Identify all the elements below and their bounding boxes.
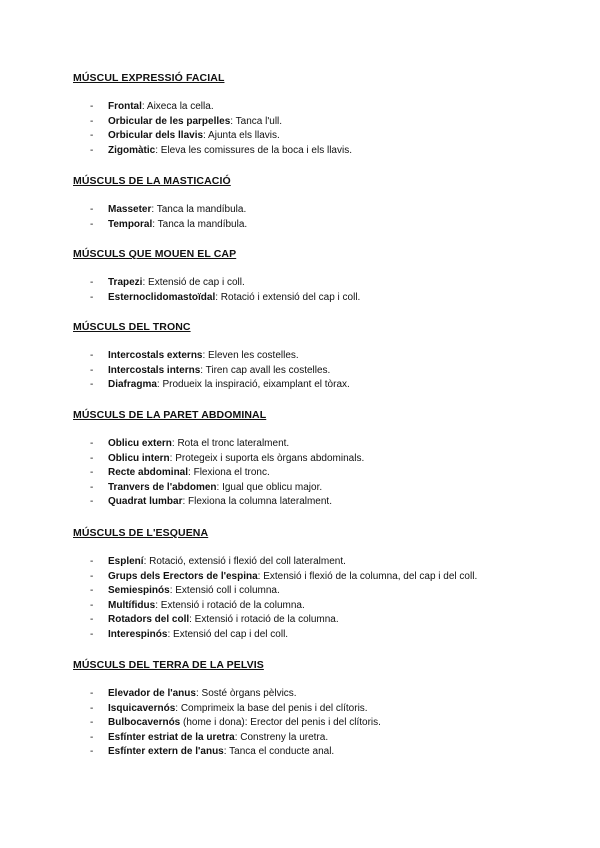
muscle-function: : Tanca la mandíbula. — [151, 204, 247, 215]
list-item: - Tranvers de l'abdomen: Igual que oblicu major. — [90, 481, 323, 493]
muscle-function: : Constreny la uretra. — [234, 731, 329, 743]
muscle-function: : Ajunta els llavis. — [203, 130, 280, 142]
list-item: - Oblicu extern: Rota el tronc lateralment. — [90, 438, 290, 449]
muscle-function: : Tiren cap avall les costelles. — [200, 364, 331, 376]
muscle-function: : Igual que oblicu major. — [216, 481, 323, 493]
list-item: - Esfínter extern de l'anus: Tanca el conducte anal. — [90, 746, 335, 758]
muscle-name: Recte abdominal — [108, 467, 189, 479]
muscle-name: Frontal — [108, 101, 142, 112]
muscle-function: : Extensió coll i columna. — [169, 585, 280, 597]
muscle-name: Oblicu intern — [108, 452, 170, 464]
muscle-function: : Tanca la mandíbula. — [152, 218, 248, 230]
list-item: - Bulbocavernós (home i dona): Erector del penis i del clítoris. — [90, 717, 381, 729]
list-item: - Orbicular de les parpelles: Tanca l'ull. — [90, 115, 283, 127]
section-heading: MÚSCULS DEL TRONC — [73, 321, 191, 333]
muscle-name: Tranvers de l'abdomen — [108, 481, 217, 493]
muscle-name: Multífidus — [108, 599, 156, 611]
list-item: - Temporal: Tanca la mandíbula. — [90, 218, 248, 230]
list-item: - Intercostals interns: Tiren cap avall les costelles. — [90, 364, 331, 376]
muscle-function: : Rota el tronc lateralment. — [171, 438, 290, 449]
muscle-function: : Tanca el conducte anal. — [223, 746, 335, 758]
muscle-function: : Aixeca la cella. — [141, 101, 214, 112]
section-heading: MÚSCULS DEL TERRA DE LA PELVIS — [73, 659, 264, 671]
muscle-function: : Extensió i flexió de la columna, del cap i del coll. — [257, 570, 478, 582]
item-list — [90, 555, 560, 643]
muscle-function: : Eleven les costelles. — [202, 350, 299, 361]
muscle-name: Elevador de l'anus — [108, 688, 196, 699]
muscle-name: Esternoclidomastoïdal — [108, 291, 216, 303]
muscle-function: : Sosté òrgans pèlvics. — [195, 688, 297, 699]
item-list — [90, 437, 560, 510]
section-pelvic-floor — [73, 659, 573, 758]
muscle-function: : Flexiona la columna lateralment. — [182, 496, 332, 508]
list-item: - Oblicu intern: Protegeix i suporta els òrgans abdominals. — [90, 452, 365, 464]
list-item: - Trapezi: Extensió de cap i coll. — [90, 277, 245, 288]
muscle-function: : Flexiona el tronc. — [188, 467, 270, 479]
section-heading: MÚSCULS QUE MOUEN EL CAP — [73, 248, 237, 260]
muscle-name: Intercostals externs — [108, 350, 203, 361]
muscle-name: Temporal — [108, 218, 153, 230]
list-item: - Frontal: Aixeca la cella. — [90, 101, 214, 112]
item-list — [90, 687, 560, 760]
list-item: - Interespinós: Extensió del cap i del coll. — [90, 628, 289, 640]
section-trunk — [73, 321, 573, 391]
muscle-function: : Tanca l'ull. — [230, 115, 283, 127]
list-item: - Esfínter estriat de la uretra: Constreny la uretra. — [90, 731, 329, 743]
muscle-function: : Extensió de cap i coll. — [142, 277, 245, 288]
section-abdominal-wall — [73, 409, 573, 508]
muscle-name: Zigomàtic — [108, 144, 156, 156]
muscle-function: (home i dona): Erector del penis i del clítoris. — [180, 717, 381, 729]
muscle-function: : Produeix la inspiració, eixamplant el tòrax. — [156, 379, 350, 391]
muscle-name: Masseter — [108, 204, 152, 215]
muscle-function: : Rotació i extensió del cap i coll. — [215, 291, 361, 303]
item-list — [90, 276, 560, 305]
muscle-name: Isquicavernós — [108, 702, 176, 714]
muscle-name: Bulbocavernós — [108, 717, 181, 729]
list-item: - Grups dels Erectors de l'espina: Extensió i flexió de la columna, del cap i del coll. — [90, 570, 478, 582]
section-mastication — [73, 175, 573, 230]
muscle-name: Intercostals interns — [108, 364, 201, 376]
muscle-name: Rotadors del coll — [108, 614, 190, 626]
section-facial — [73, 72, 573, 156]
section-heading: MÚSCULS DE L'ESQUENA — [73, 527, 209, 539]
muscle-function: : Extensió i rotació de la columna. — [155, 599, 305, 611]
section-heading: MÚSCULS DE LA MASTICACIÓ — [73, 175, 231, 187]
muscle-name: Esfínter extern de l'anus — [108, 746, 224, 758]
section-back — [73, 527, 573, 640]
item-list — [90, 349, 560, 393]
list-item: - Recte abdominal: Flexiona el tronc. — [90, 467, 270, 479]
muscle-name: Orbicular de les parpelles — [108, 115, 231, 127]
muscle-name: Diafragma — [108, 379, 157, 391]
muscle-name: Esplení — [108, 556, 144, 567]
list-item: - Esplení: Rotació, extensió i flexió del coll lateralment. — [90, 556, 346, 567]
list-item: - Orbicular dels llavis: Ajunta els llavis. — [90, 130, 280, 142]
item-list — [90, 100, 560, 158]
section-heading: MÚSCUL EXPRESSIÓ FACIAL — [73, 72, 225, 84]
muscle-name: Esfínter estriat de la uretra — [108, 731, 235, 743]
muscle-function: : Extensió i rotació de la columna. — [189, 614, 339, 626]
muscle-function: : Extensió del cap i del coll. — [167, 628, 289, 640]
list-item: - Zigomàtic: Eleva les comissures de la boca i els llavis. — [90, 144, 352, 156]
muscle-function: : Comprimeix la base del penis i del clítoris. — [175, 702, 368, 714]
muscle-name: Oblicu extern — [108, 438, 172, 449]
muscle-name: Quadrat lumbar — [108, 496, 183, 508]
muscle-name: Grups dels Erectors de l'espina — [108, 570, 258, 582]
list-item: - Rotadors del coll: Extensió i rotació de la columna. — [90, 614, 339, 626]
muscle-name: Orbicular dels llavis — [108, 130, 204, 142]
list-item: - Multífidus: Extensió i rotació de la columna. — [90, 599, 305, 611]
list-item: - Diafragma: Produeix la inspiració, eixamplant el tòrax. — [90, 379, 350, 391]
list-item: - Esternoclidomastoïdal: Rotació i extensió del cap i coll. — [90, 291, 361, 303]
list-item: - Masseter: Tanca la mandíbula. — [90, 204, 247, 215]
list-item: - Isquicavernós: Comprimeix la base del penis i del clítoris. — [90, 702, 368, 714]
item-list — [90, 203, 560, 232]
list-item: - Quadrat lumbar: Flexiona la columna lateralment. — [90, 496, 332, 508]
muscle-function: : Eleva les comissures de la boca i els llavis. — [155, 144, 352, 156]
muscle-function: : Protegeix i suporta els òrgans abdominals. — [169, 452, 365, 464]
list-item: - Elevador de l'anus: Sosté òrgans pèlvics. — [90, 688, 297, 699]
section-heading: MÚSCULS DE LA PARET ABDOMINAL — [73, 409, 267, 421]
section-head-movers — [73, 248, 573, 303]
muscle-name: Trapezi — [108, 277, 143, 288]
list-item: - Semiespinós: Extensió coll i columna. — [90, 585, 280, 597]
list-item: - Intercostals externs: Eleven les costelles. — [90, 350, 299, 361]
muscle-function: : Rotació, extensió i flexió del coll lateralment. — [143, 556, 346, 567]
muscle-name: Interespinós — [108, 628, 168, 640]
muscle-name: Semiespinós — [108, 585, 170, 597]
